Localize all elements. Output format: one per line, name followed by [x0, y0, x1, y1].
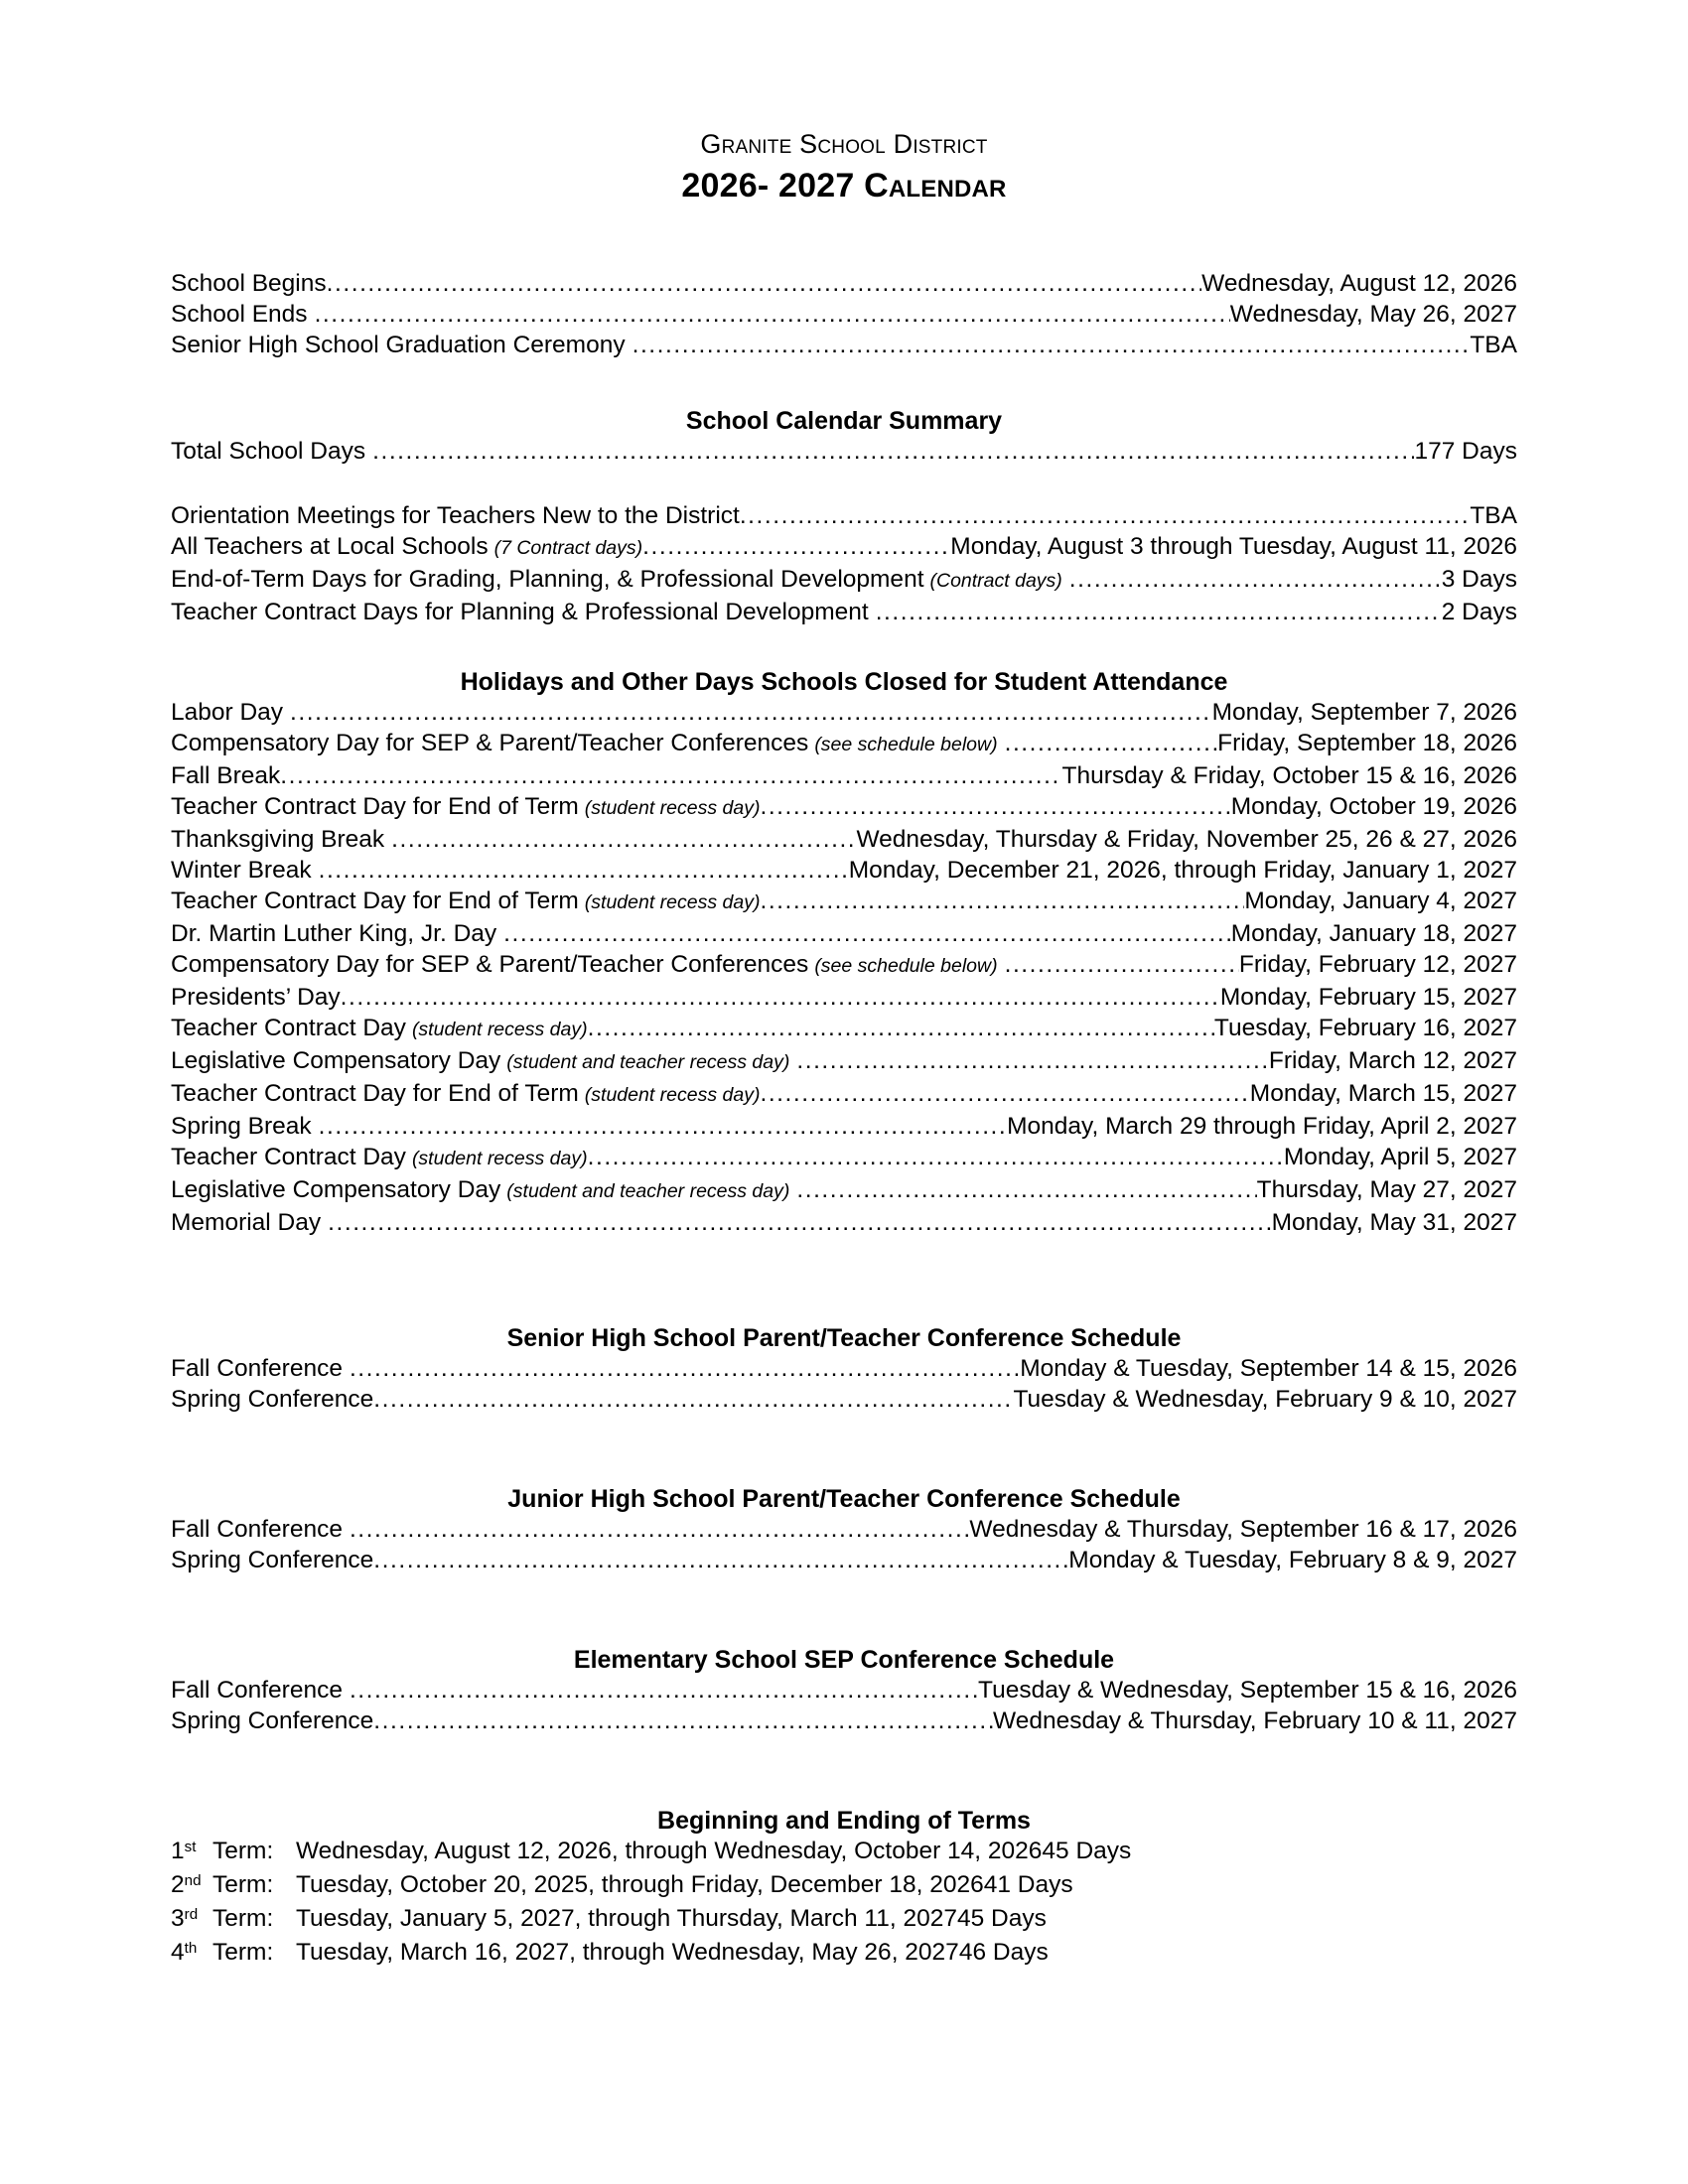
row-note: (Contract days)	[929, 569, 1062, 592]
term-label: Term:	[212, 1938, 274, 1966]
row-note: (student recess day)	[584, 890, 761, 913]
conference-row	[171, 1514, 1517, 1545]
row-value: 2 Days	[1441, 598, 1517, 625]
row-value: Monday, March 29 through Friday, April 2, 2027	[1007, 1112, 1517, 1140]
senior-high-conference-section	[171, 1353, 1517, 1415]
summary-row	[171, 531, 1517, 564]
terms-section	[171, 1836, 1517, 1971]
row-value: Tuesday & Wednesday, February 9 & 10, 2027	[1013, 1385, 1517, 1413]
holiday-row	[171, 824, 1517, 855]
row-value: Wednesday, August 12, 2026	[1201, 269, 1517, 297]
row-label: Memorial Day	[171, 1208, 322, 1236]
holiday-row	[171, 791, 1517, 824]
dot-leader	[280, 764, 1061, 789]
term-ordinal: 1st	[171, 1837, 197, 1864]
term-range: Tuesday, October 20, 2025, through Friday, December 18, 2026	[296, 1870, 984, 1898]
dot-leader	[1005, 953, 1239, 978]
row-value: Wednesday, May 26, 2027	[1229, 300, 1517, 328]
dot-leader	[391, 828, 856, 853]
holidays-section	[171, 697, 1517, 1238]
row-value: Monday, October 19, 2026	[1230, 792, 1517, 820]
dot-leader	[327, 272, 1202, 297]
term-label: Term:	[212, 1837, 274, 1864]
row-value: 177 Days	[1414, 437, 1517, 465]
summary-section	[171, 436, 1517, 627]
dot-leader	[319, 859, 849, 884]
holiday-row	[171, 697, 1517, 728]
dot-leader	[876, 601, 1442, 625]
dot-leader	[760, 889, 1244, 914]
dot-leader	[319, 1115, 1007, 1140]
row-value: Monday, September 7, 2026	[1211, 698, 1517, 726]
holiday-row	[171, 1207, 1517, 1238]
row-value: TBA	[1470, 331, 1517, 358]
term-days: 46 Days	[958, 1938, 1049, 1966]
row-label: Spring Conference	[171, 1385, 374, 1413]
dot-leader	[373, 1549, 1068, 1573]
holiday-row	[171, 949, 1517, 982]
dot-leader	[760, 795, 1230, 820]
holiday-row	[171, 1142, 1517, 1174]
row-label: School Begins	[171, 269, 327, 297]
row-label: Teacher Contract Day for End of Term	[171, 1079, 579, 1107]
term-range: Tuesday, January 5, 2027, through Thursday, March 11, 2027	[296, 1904, 957, 1932]
row-value: Wednesday & Thursday, September 16 & 17, 2026	[969, 1515, 1517, 1543]
term-label: Term:	[212, 1870, 274, 1898]
key-date-row	[171, 330, 1517, 360]
document-header	[171, 0, 1517, 206]
section-heading-senior-high-conferences: Senior High School Parent/Teacher Conference Schedule	[506, 1323, 1182, 1352]
term-label: Term:	[212, 1904, 274, 1932]
dot-leader	[350, 1357, 1020, 1382]
district-name: Granite School District	[700, 129, 988, 159]
holiday-row	[171, 918, 1517, 949]
conference-row	[171, 1384, 1517, 1415]
key-dates-section	[171, 268, 1517, 360]
dot-leader	[350, 1518, 969, 1543]
row-value: Tuesday & Wednesday, September 15 & 16, 2026	[978, 1676, 1517, 1704]
term-row	[171, 1869, 1517, 1903]
row-note: (7 Contract days)	[493, 536, 643, 559]
term-row	[171, 1937, 1517, 1971]
row-value: Monday, April 5, 2027	[1283, 1143, 1517, 1170]
term-days: 45 Days	[1042, 1837, 1132, 1864]
row-note: (student recess day)	[584, 1083, 761, 1106]
holiday-row	[171, 760, 1517, 791]
row-label: Spring Break	[171, 1112, 312, 1140]
junior-high-conference-section	[171, 1514, 1517, 1575]
term-ordinal: 4th	[171, 1938, 198, 1966]
row-value: Monday, August 3 through Tuesday, August 11, 2026	[950, 532, 1517, 560]
dot-leader	[1005, 732, 1218, 756]
row-label: Teacher Contract Day for End of Term	[171, 792, 579, 820]
row-label: Legislative Compensatory Day	[171, 1046, 501, 1074]
row-value: TBA	[1470, 501, 1517, 529]
row-note: (see schedule below)	[814, 954, 998, 977]
section-heading-elementary-conferences: Elementary School SEP Conference Schedule	[573, 1645, 1115, 1674]
dot-leader	[328, 1211, 1271, 1236]
conference-row	[171, 1675, 1517, 1706]
row-label: Teacher Contract Days for Planning & Professional Development	[171, 598, 869, 625]
row-value: Monday, February 15, 2027	[1219, 983, 1517, 1011]
row-note: (student recess day)	[584, 796, 761, 819]
row-label: Senior High School Graduation Ceremony	[171, 331, 626, 358]
row-label: Spring Conference	[171, 1706, 374, 1734]
term-range: Wednesday, August 12, 2026, through Wednesday, October 14, 2026	[296, 1837, 1043, 1864]
row-label: Legislative Compensatory Day	[171, 1175, 501, 1203]
row-value: Monday & Tuesday, September 14 & 15, 2026	[1020, 1354, 1517, 1382]
dot-leader	[760, 1082, 1249, 1107]
dot-leader	[796, 1178, 1256, 1203]
row-label: End-of-Term Days for Grading, Planning, & Professional Development	[171, 565, 924, 593]
row-label: Total School Days	[171, 437, 366, 465]
row-label: Teacher Contract Day for End of Term	[171, 887, 579, 914]
dot-leader	[633, 334, 1471, 358]
term-ordinal: 2nd	[171, 1870, 202, 1898]
row-label: Dr. Martin Luther King, Jr. Day	[171, 919, 497, 947]
row-value: Friday, September 18, 2026	[1217, 729, 1517, 756]
row-label: Teacher Contract Day	[171, 1014, 406, 1041]
row-value: Monday & Tuesday, February 8 & 9, 2027	[1068, 1546, 1517, 1573]
row-value: Thursday, May 27, 2027	[1256, 1175, 1517, 1203]
row-value: Tuesday, February 16, 2027	[1213, 1014, 1517, 1041]
conference-row	[171, 1706, 1517, 1736]
section-heading-summary: School Calendar Summary	[685, 406, 1003, 435]
key-date-row	[171, 268, 1517, 299]
term-days: 41 Days	[983, 1870, 1073, 1898]
row-label: Labor Day	[171, 698, 284, 726]
section-heading-terms: Beginning and Ending of Terms	[657, 1806, 1031, 1835]
conference-row	[171, 1353, 1517, 1384]
row-value: Wednesday, Thursday & Friday, November 25, 26 & 27, 2026	[856, 825, 1517, 853]
row-label: Spring Conference	[171, 1546, 374, 1573]
row-value: Monday, March 15, 2027	[1249, 1079, 1517, 1107]
summary-row	[171, 564, 1517, 597]
row-value: Friday, February 12, 2027	[1238, 950, 1517, 978]
row-note: (student and teacher recess day)	[506, 1050, 790, 1073]
row-note: (student and teacher recess day)	[506, 1179, 790, 1202]
summary-row	[171, 500, 1517, 531]
row-value: Monday, January 4, 2027	[1244, 887, 1517, 914]
row-label: Compensatory Day for SEP & Parent/Teacher Conferences	[171, 950, 809, 978]
dot-leader	[740, 504, 1471, 529]
holiday-row	[171, 982, 1517, 1013]
dot-leader	[373, 1709, 993, 1734]
row-note: (student recess day)	[411, 1147, 588, 1169]
dot-leader	[796, 1049, 1269, 1074]
holiday-row	[171, 1174, 1517, 1207]
row-label: Winter Break	[171, 856, 312, 884]
holiday-row	[171, 1111, 1517, 1142]
row-value: Friday, March 12, 2027	[1268, 1046, 1517, 1074]
elementary-conference-section	[171, 1675, 1517, 1736]
dot-leader	[642, 535, 950, 560]
dot-leader	[341, 986, 1220, 1011]
row-label: Compensatory Day for SEP & Parent/Teacher Conferences	[171, 729, 809, 756]
row-label: Orientation Meetings for Teachers New to the District	[171, 501, 740, 529]
conference-row	[171, 1545, 1517, 1575]
row-label: School Ends	[171, 300, 308, 328]
row-value: Monday, May 31, 2027	[1271, 1208, 1517, 1236]
holiday-row	[171, 1013, 1517, 1045]
summary-total-row	[171, 436, 1517, 467]
row-label: Fall Conference	[171, 1515, 343, 1543]
dot-leader	[588, 1017, 1214, 1041]
dot-leader	[372, 440, 1414, 465]
row-value: Monday, January 18, 2027	[1230, 919, 1517, 947]
row-label: Fall Break	[171, 761, 281, 789]
row-note: (student recess day)	[411, 1018, 588, 1040]
row-value: Thursday & Friday, October 15 & 16, 2026	[1061, 761, 1517, 789]
section-heading-holidays: Holidays and Other Days Schools Closed for Student Attendance	[460, 667, 1228, 696]
row-value: Wednesday & Thursday, February 10 & 11, 2027	[993, 1706, 1517, 1734]
dot-leader	[290, 701, 1212, 726]
term-range: Tuesday, March 16, 2027, through Wednesday, May 26, 2027	[296, 1938, 959, 1966]
row-label: Fall Conference	[171, 1676, 343, 1704]
dot-leader	[503, 922, 1231, 947]
row-value: 3 Days	[1441, 565, 1517, 593]
row-value: Monday, December 21, 2026, through Friday, January 1, 2027	[848, 856, 1517, 884]
page-title: 2026- 2027 Calendar	[681, 167, 1007, 205]
row-label: Fall Conference	[171, 1354, 343, 1382]
row-label: Teacher Contract Day	[171, 1143, 406, 1170]
term-ordinal: 3rd	[171, 1904, 199, 1932]
holiday-row	[171, 886, 1517, 918]
dot-leader	[588, 1146, 1284, 1170]
holiday-row	[171, 728, 1517, 760]
term-days: 45 Days	[957, 1904, 1047, 1932]
dot-leader	[373, 1388, 1013, 1413]
dot-leader	[1069, 568, 1442, 593]
summary-row	[171, 597, 1517, 627]
holiday-row	[171, 1078, 1517, 1111]
term-row	[171, 1903, 1517, 1937]
key-date-row	[171, 299, 1517, 330]
row-label: All Teachers at Local Schools	[171, 532, 489, 560]
dot-leader	[350, 1679, 978, 1704]
row-note: (see schedule below)	[814, 733, 998, 755]
holiday-row	[171, 855, 1517, 886]
dot-leader	[315, 303, 1230, 328]
holiday-row	[171, 1045, 1517, 1078]
term-row	[171, 1836, 1517, 1869]
row-label: Presidents’ Day	[171, 983, 341, 1011]
section-heading-junior-high-conferences: Junior High School Parent/Teacher Conference Schedule	[507, 1484, 1181, 1513]
row-label: Thanksgiving Break	[171, 825, 385, 853]
